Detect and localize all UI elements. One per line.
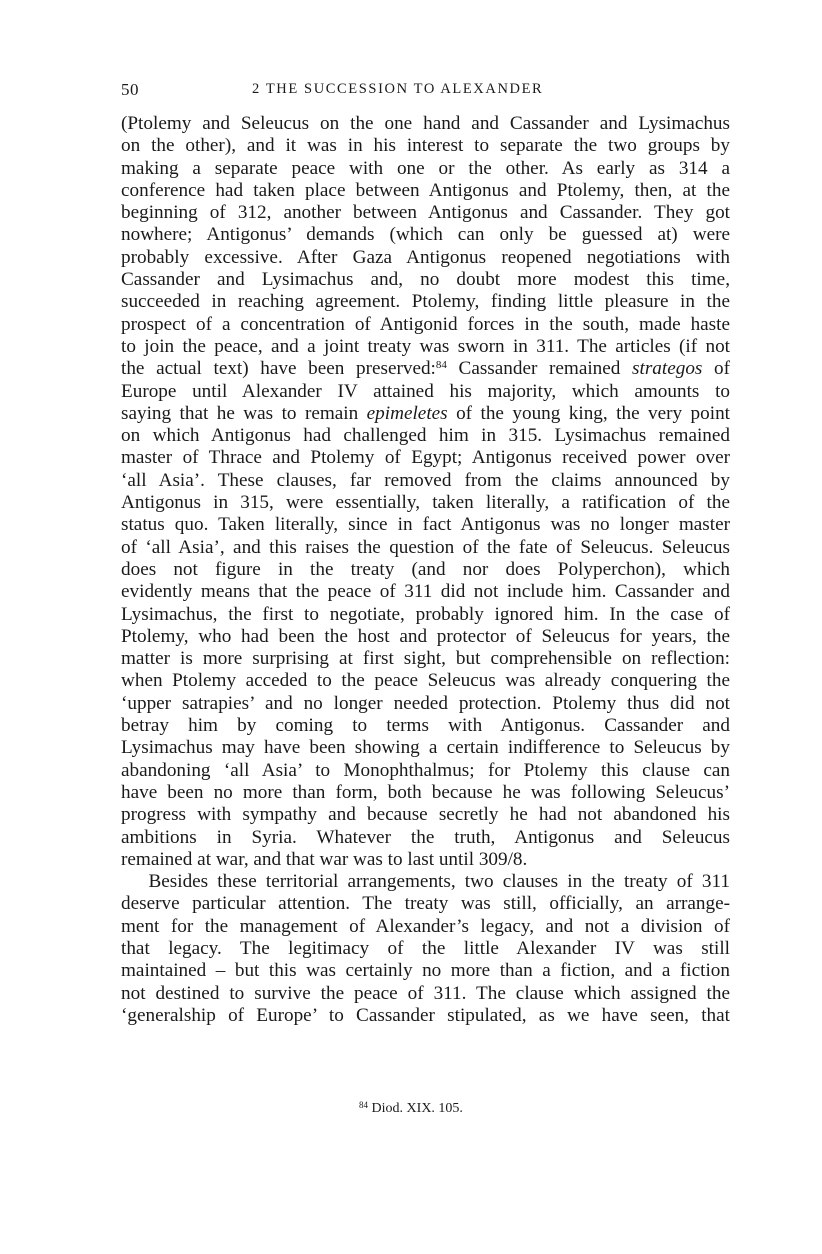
text-line: beginning of 312, another between Antigonus and Cassander. They got [121,202,730,224]
text-line: making a separate peace with one or the other. As early as 314 a [121,157,730,179]
running-head [121,80,728,102]
line-text: saying that he was to remain [121,402,367,424]
line-text: the actual text) have been preserved: [121,358,436,380]
text-line: Europe until Alexander IV attained his majority, which amounts to [121,380,730,402]
text-line-with-footnote-ref [121,358,730,380]
text-line: evidently means that the peace of 311 did not include him. Cassander and [121,581,730,603]
text-line: conference had taken place between Antigonus and Ptolemy, then, at the [121,179,730,201]
paragraph-first-line: Besides these territorial arrangements, two clauses in the treaty of 311 [121,871,730,893]
text-line: have been no more than form, both because he was following Seleucus’ [121,781,730,803]
text-line: ‘all Asia’. These clauses, far removed from the claims announced by [121,469,730,491]
text-line: abandoning ‘all Asia’ to Monophthalmus; for Ptolemy this clause can [121,759,730,781]
text-line-with-italic [121,403,730,425]
body-text [121,113,730,1027]
chapter-title: 2 THE SUCCESSION TO ALEXANDER [252,81,544,97]
italic-term: epimeletes [366,402,448,424]
text-line: on the other), and it was in his interest to separate the two groups by [121,135,730,157]
text-line: ment for the management of Alexander’s legacy, and not a division of [121,915,730,937]
text-line: does not figure in the treaty (and nor does Polyperchon), which [121,558,730,580]
line-text: of [702,358,730,380]
text-line: Cassander and Lysimachus and, no doubt more modest this time, [121,269,730,291]
text-line: ‘generalship of Europe’ to Cassander stipulated, as we have seen, that [121,1004,730,1026]
text-line: matter is more surprising at first sight, but comprehensible on reflection: [121,648,730,670]
text-line: ‘upper satrapies’ and no longer needed protection. Ptolemy thus did not [121,692,730,714]
text-line: master of Thrace and Ptolemy of Egypt; Antigonus received power over [121,447,730,469]
text-line: that legacy. The legitimacy of the little Alexander IV was still [121,937,730,959]
text-line: when Ptolemy acceded to the peace Seleucus was already conquering the [121,670,730,692]
text-line: of ‘all Asia’, and this raises the question of the fate of Seleucus. Seleucus [121,536,730,558]
text-line: Lysimachus, the first to negotiate, probably ignored him. In the case of [121,603,730,625]
text-line: nowhere; Antigonus’ demands (which can only be guessed at) were [121,224,730,246]
paragraph-last-line: remained at war, and that war was to last until 309/8. [121,848,528,870]
text-line: prospect of a concentration of Antigonid forces in the south, made haste [121,313,730,335]
text-line: to join the peace, and a joint treaty was sworn in 311. The articles (if not [121,335,730,357]
footnote-text: Diod. XIX. 105. [368,1101,463,1116]
line-text: Cassander remained [446,358,633,380]
text-line: ambitions in Syria. Whatever the truth, Antigonus and Seleucus [121,826,730,848]
text-line: deserve particular attention. The treaty was still, officially, an arrange- [121,893,730,915]
text-line: on which Antigonus had challenged him in 315. Lysimachus remained [121,425,730,447]
footnote [0,1100,822,1117]
text-line: status quo. Taken literally, since in fact Antigonus was no longer master [121,514,730,536]
text-line: Ptolemy, who had been the host and protector of Seleucus for years, the [121,625,730,647]
footnote-number: 84 [359,1100,369,1110]
text-line: progress with sympathy and because secretly he had not abandoned his [121,804,730,826]
footnote-reference: 84 [435,359,447,372]
italic-term: strategos [632,358,703,380]
page-number: 50 [121,80,139,99]
text-line: (Ptolemy and Seleucus on the one hand and Cassander and Lysimachus [121,113,730,134]
text-line: Antigonus in 315, were essentially, taken literally, a ratification of the [121,492,730,514]
line-text: of the young king, the very point [447,402,730,424]
text-line: Lysimachus may have been showing a certain indifference to Seleucus by [121,737,730,759]
text-line: succeeded in reaching agreement. Ptolemy, finding little pleasure in the [121,291,730,313]
text-line: maintained – but this was certainly no more than a fiction, and a fiction [121,960,730,982]
text-line: not destined to survive the peace of 311. The clause which assigned the [121,982,730,1004]
text-line: probably excessive. After Gaza Antigonus reopened negotiations with [121,246,730,268]
text-line: betray him by coming to terms with Antigonus. Cassander and [121,715,730,737]
